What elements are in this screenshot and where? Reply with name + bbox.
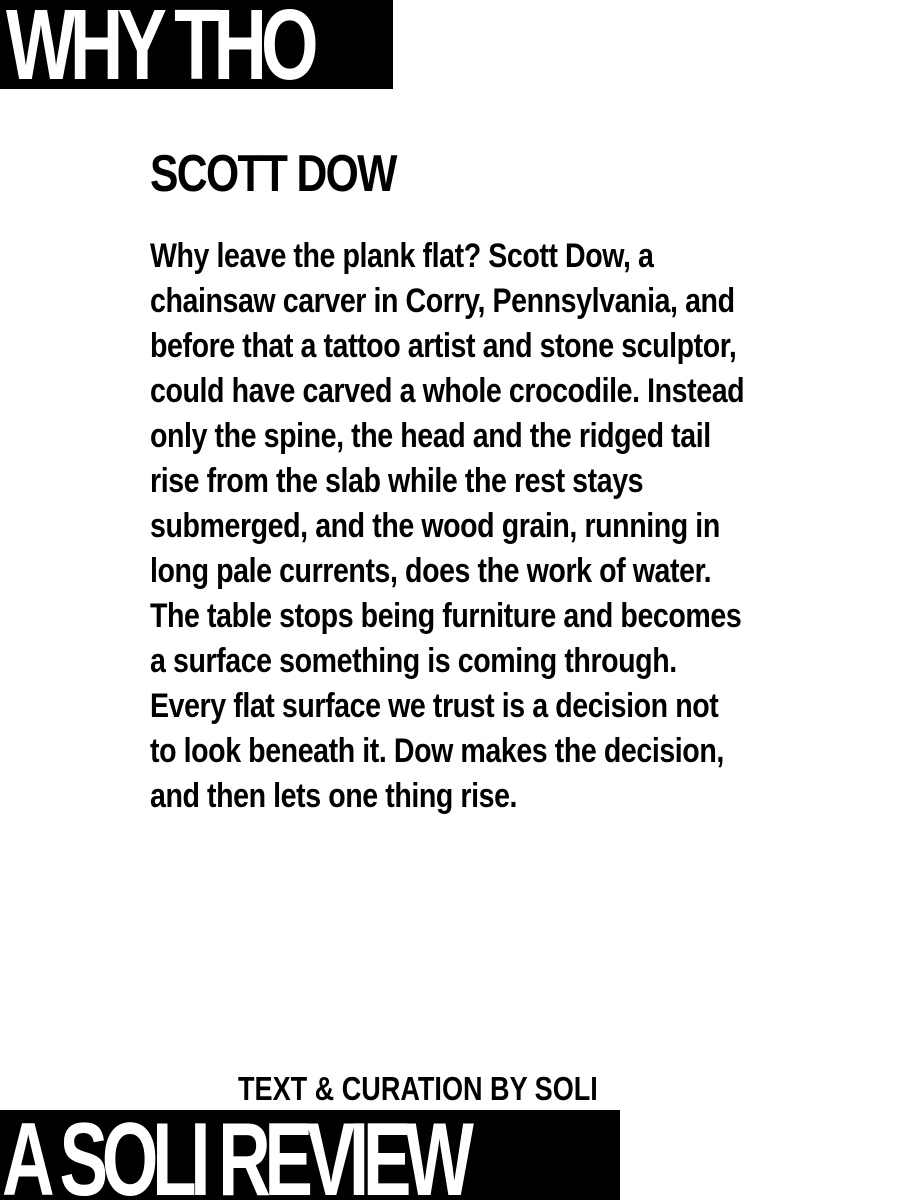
header-banner-text: WHY THO [6,0,313,89]
footer-banner [0,1110,620,1200]
footer-banner-text: A SOLI REVIEW [2,1110,468,1200]
article-body: Why leave the plank flat? Scott Dow, a chainsaw carver in Corry, Pennsylvania, and before that a tattoo artist and stone sculptor, could have carved a whole crocodile. Instead only the spine, the head and the ridged tail rise from the slab while the rest stays submerged, and the wood grain, running in long pale currents, does the work of water. The table stops being furniture and becomes a surface something is coming through. Every flat surface we trust is a decision not to look beneath it. Dow makes the decision, and then lets one thing rise. [150,237,745,815]
credit-line: TEXT & CURATION BY SOLI [238,1070,598,1107]
header-banner [0,0,393,89]
article-title: SCOTT DOW [150,145,396,203]
